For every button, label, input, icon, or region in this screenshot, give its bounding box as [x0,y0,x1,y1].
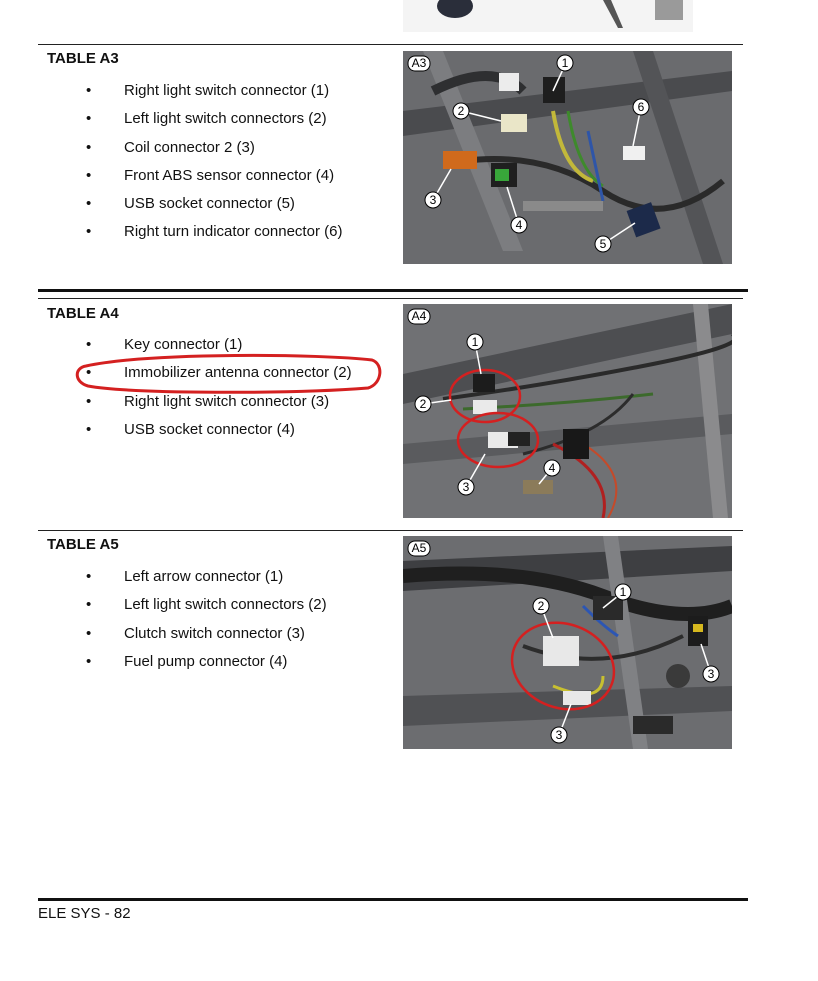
top-photo-fragment [403,0,693,32]
callout-2: 2 [537,599,545,613]
bullet: • [86,195,92,213]
table-a4-title: TABLE A4 [47,305,119,322]
bullet: • [86,392,92,410]
list-item [86,620,327,648]
callout-6: 6 [637,100,645,114]
item-label: Coil connector 2 (3) [124,138,255,156]
callout-1: 1 [619,585,627,599]
bullet: • [86,110,92,128]
photo-a4-label: A4 [411,309,427,323]
highlight-circle [72,352,384,396]
bullet: • [86,223,92,241]
callout-3: 3 [429,193,437,207]
list-item [86,77,342,105]
list-item [86,591,327,619]
list-item [86,134,342,162]
list-item [86,218,342,246]
photo-a4-art [403,304,732,518]
item-label: Immobilizer antenna connector (2) [124,364,352,382]
callout-4: 4 [515,218,523,232]
photo-a5-art [403,536,732,749]
item-label: USB socket connector (5) [124,195,295,213]
callout-5: 5 [599,237,607,251]
callout-2: 2 [457,104,465,118]
bullet: • [86,166,92,184]
bullet: • [86,568,92,585]
item-label: Right turn indicator connector (6) [124,223,343,241]
top-photo-art [403,0,693,32]
bullet: • [86,138,92,156]
bullet: • [86,336,92,353]
callout-1: 1 [471,335,479,349]
list-item [86,563,327,591]
callout-3: 3 [707,667,715,681]
table-a5-title: TABLE A5 [47,536,119,553]
bullet: • [86,420,92,438]
footer-rule [38,898,748,901]
photo-a5-label: A5 [411,541,427,555]
list-item [86,105,342,133]
item-label: Left light switch connectors (2) [124,110,327,128]
section-a4-rule [38,298,743,299]
bullet: • [86,82,92,99]
callout-2: 2 [419,397,427,411]
table-a3-title: TABLE A3 [47,50,119,67]
bullet: • [86,364,92,382]
item-label: Right light switch connector (3) [124,392,330,410]
callout-1: 1 [561,56,569,70]
bullet: • [86,624,92,642]
bullet: • [86,652,92,670]
item-label: Right light switch connector (1) [124,82,330,99]
list-item [86,162,342,190]
item-label: Left light switch connectors (2) [124,596,327,614]
callout-4: 4 [548,461,556,475]
list-item [86,190,342,218]
photo-a3 [403,51,732,264]
item-label: Fuel pump connector (4) [124,652,288,670]
table-a5-list [86,563,327,676]
item-label: Left arrow connector (1) [124,568,284,585]
table-a3-list [86,77,342,247]
section-a3-rule [38,44,743,45]
callout-3: 3 [462,480,470,494]
photo-a5 [403,536,732,749]
item-label: Front ABS sensor connector (4) [124,166,335,184]
bullet: • [86,596,92,614]
page-reference: ELE SYS - 82 [38,905,131,922]
list-item [86,648,327,676]
list-item [86,416,352,444]
item-label: Clutch switch connector (3) [124,624,305,642]
photo-a3-art [403,51,732,264]
photo-a3-label: A3 [411,56,427,70]
item-label: Key connector (1) [124,336,243,353]
callout-3b: 3 [555,728,563,742]
section-a4-thick-rule [38,289,748,292]
item-label: USB socket connector (4) [124,420,295,438]
photo-a4 [403,304,732,518]
section-a5-rule [38,530,743,531]
